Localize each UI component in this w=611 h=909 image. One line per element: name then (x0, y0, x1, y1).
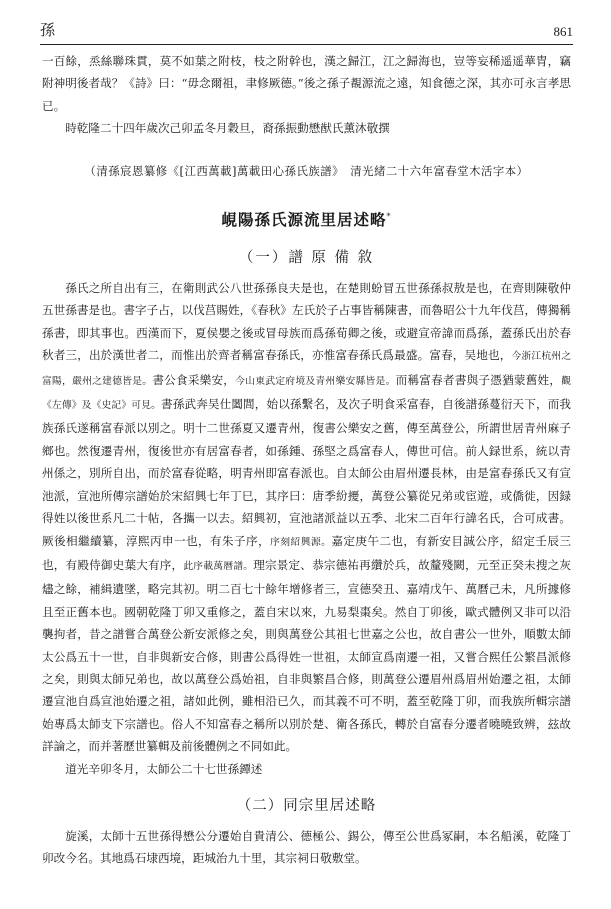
page-header (40, 14, 573, 45)
inline-note: 今浙江杭州之富陽，嚴州之建德皆是。 (42, 351, 571, 387)
body-text-segment: 書孫武奔吴仕闔閭，始以孫繫名，及次子明食采富春，自後譜孫蔓衍天下，而我族孫氏遂稱富春派以別之。明十二世孫夏又遷青州，復書公樂安之舊，傳至萬登公，所謂世居青州麻子鄉也。然復遷青州，復後世亦有居富春者，如孫鍾、孫堅之爲富春人，傳世可信。前人録世系，統以青州係之，別所自出，而於富春從略，明青州即富春派也。自太師公由眉州遷長林，由是富春孫氏又有宣池派，宣池所傳宗譜始於宋紹興七年丁巳，其序曰：唐季紛擾，萬登公纂從兄弟或宦遊，或僑徙，因録得姓以後世系凡二十帖，各攜一以去。紹興初，宣池諸派益以五季、北宋二百年行諱名氏，合可成書。厥後相繼續纂，淳熙丙申一也，有朱子序， (42, 397, 571, 548)
section-heading-1: （一）譜 原 備 敘 (238, 250, 375, 267)
page-content (42, 50, 571, 870)
inline-note: 今山東武定府境及青州樂安縣皆是。 (235, 375, 396, 387)
page-number: 861 (553, 24, 573, 39)
body-text-segment: 嘉定庚午二也，有新安目誠公序，紹定壬辰三也，有殿侍御史葉大有序， (42, 533, 571, 572)
article-title-text: 峴陽孫氏源流里居述略 (221, 210, 387, 230)
body-text-segment: 而稱富春者書與子憑猶蒙舊姓， (395, 372, 562, 387)
inline-note: 此序載萬曆譜。 (183, 560, 254, 572)
article-title (42, 208, 571, 230)
body-text-segment: 孫氏之所自出有三，在衛則武公八世孫孫良夫是也，在楚則蚡冒五世孫孫叔敖是也，在齊則陳敬仲五世孫書是也。書字子占，以伐莒賜姓，《春秋》左氏於子占事皆稱陳書，而魯昭公十九年伐莒，傳獨稱孫書，即其事也。西漢而下，夏侯嬰之後或冒母族而爲孫荀卿之後，或避宣帝諱而爲孫，蓋孫氏出於春秋者三，出於漢世者二，而惟出於齊者稱富春孫氏，亦惟富春孫氏爲最盛。富春，吴地也， (42, 281, 571, 363)
body-text-segment: 書公食采樂安， (152, 372, 236, 387)
source-citation: （清孫宸恩纂修《[江西萬載]萬載田心孫氏族譜》 清光緒二十六年富春堂木活字本） (84, 163, 529, 178)
section-1-closing: 道光辛卯冬月，太師公二十七世孫鐔述 (65, 761, 263, 776)
intro-date-line: 時乾隆二十四年歲次己卯孟冬月穀旦，裔孫振動懋猷氏薰沐敬撰 (65, 121, 390, 136)
section-heading-2: （二）同宗里居述略 (236, 797, 377, 814)
body-text-segment: 理宗景定、恭宗德祐再纘於兵，故釐殘闕，元至正癸未搜之灰燼之餘，補緝遺墜，略完其初。明二百七十餘年增修者三，宣德癸丑、嘉靖戊午、萬曆己未，凡所據修且至正舊本也。國朝乾隆丁卯又重修之，蓋自宋以來，九易梨棗矣。然自丁卯後，歐式體例又非可以沿襲拘者，昔之譜嘗合萬登公新安派修之矣，則與萬登公其祖七世嘉之公也，故自書公一世外，順數太師太公爲五十一世，自非與新安合修，則書公爲得姓一世祖，太師宣爲南遷一祖，又嘗合熙任公繁昌派修之矣，則與太師兄弟也，故以萬登公爲始祖，自非與繁昌合修，則萬登公遷眉州爲眉州始遷之祖，太師遷宣池自爲宣池始遷之祖，諸如此例，雖相沿已久，而其義不可不明，蓋至乾隆丁卯，而我族所輯宗譜始專爲太師支下宗譜也。俗人不知富春之稱所以別於楚、衛各孫氏，轉於自富春分遷者曉曉致辨，玆故詳論之，而并著歷世纂輯及前後體例之不同如此。 (42, 557, 571, 754)
inline-note: 序刻紹興源。 (270, 536, 332, 548)
section-2-body: 旋溪，太師十五世孫得懋公分遷始自貴清公、德極公、錫公，傳至公世爲冢嗣，本名船溪，乾隆丁卯改今名。其地爲石埭西境，距城治九十里，其宗祠日敬敷堂。 (42, 828, 571, 866)
inline-note: 觀《左傳》及《史記》可見。 (42, 375, 571, 412)
intro-paragraph: 一百餘，烝絲聯珠貫，莫不如葉之附枝，枝之附幹也，漢之歸江，江之歸海也，豈等妄稀遥遥華胄，竊附神明後者哉？《詩》曰：“毋念爾祖，聿修厥德。”後之孫子覩源流之遠，知食德之深，其亦可永言孝思已。 (42, 54, 571, 113)
footnote-mark: * (386, 211, 392, 221)
section-1-body (42, 277, 571, 758)
running-title: 孫 (40, 21, 56, 39)
